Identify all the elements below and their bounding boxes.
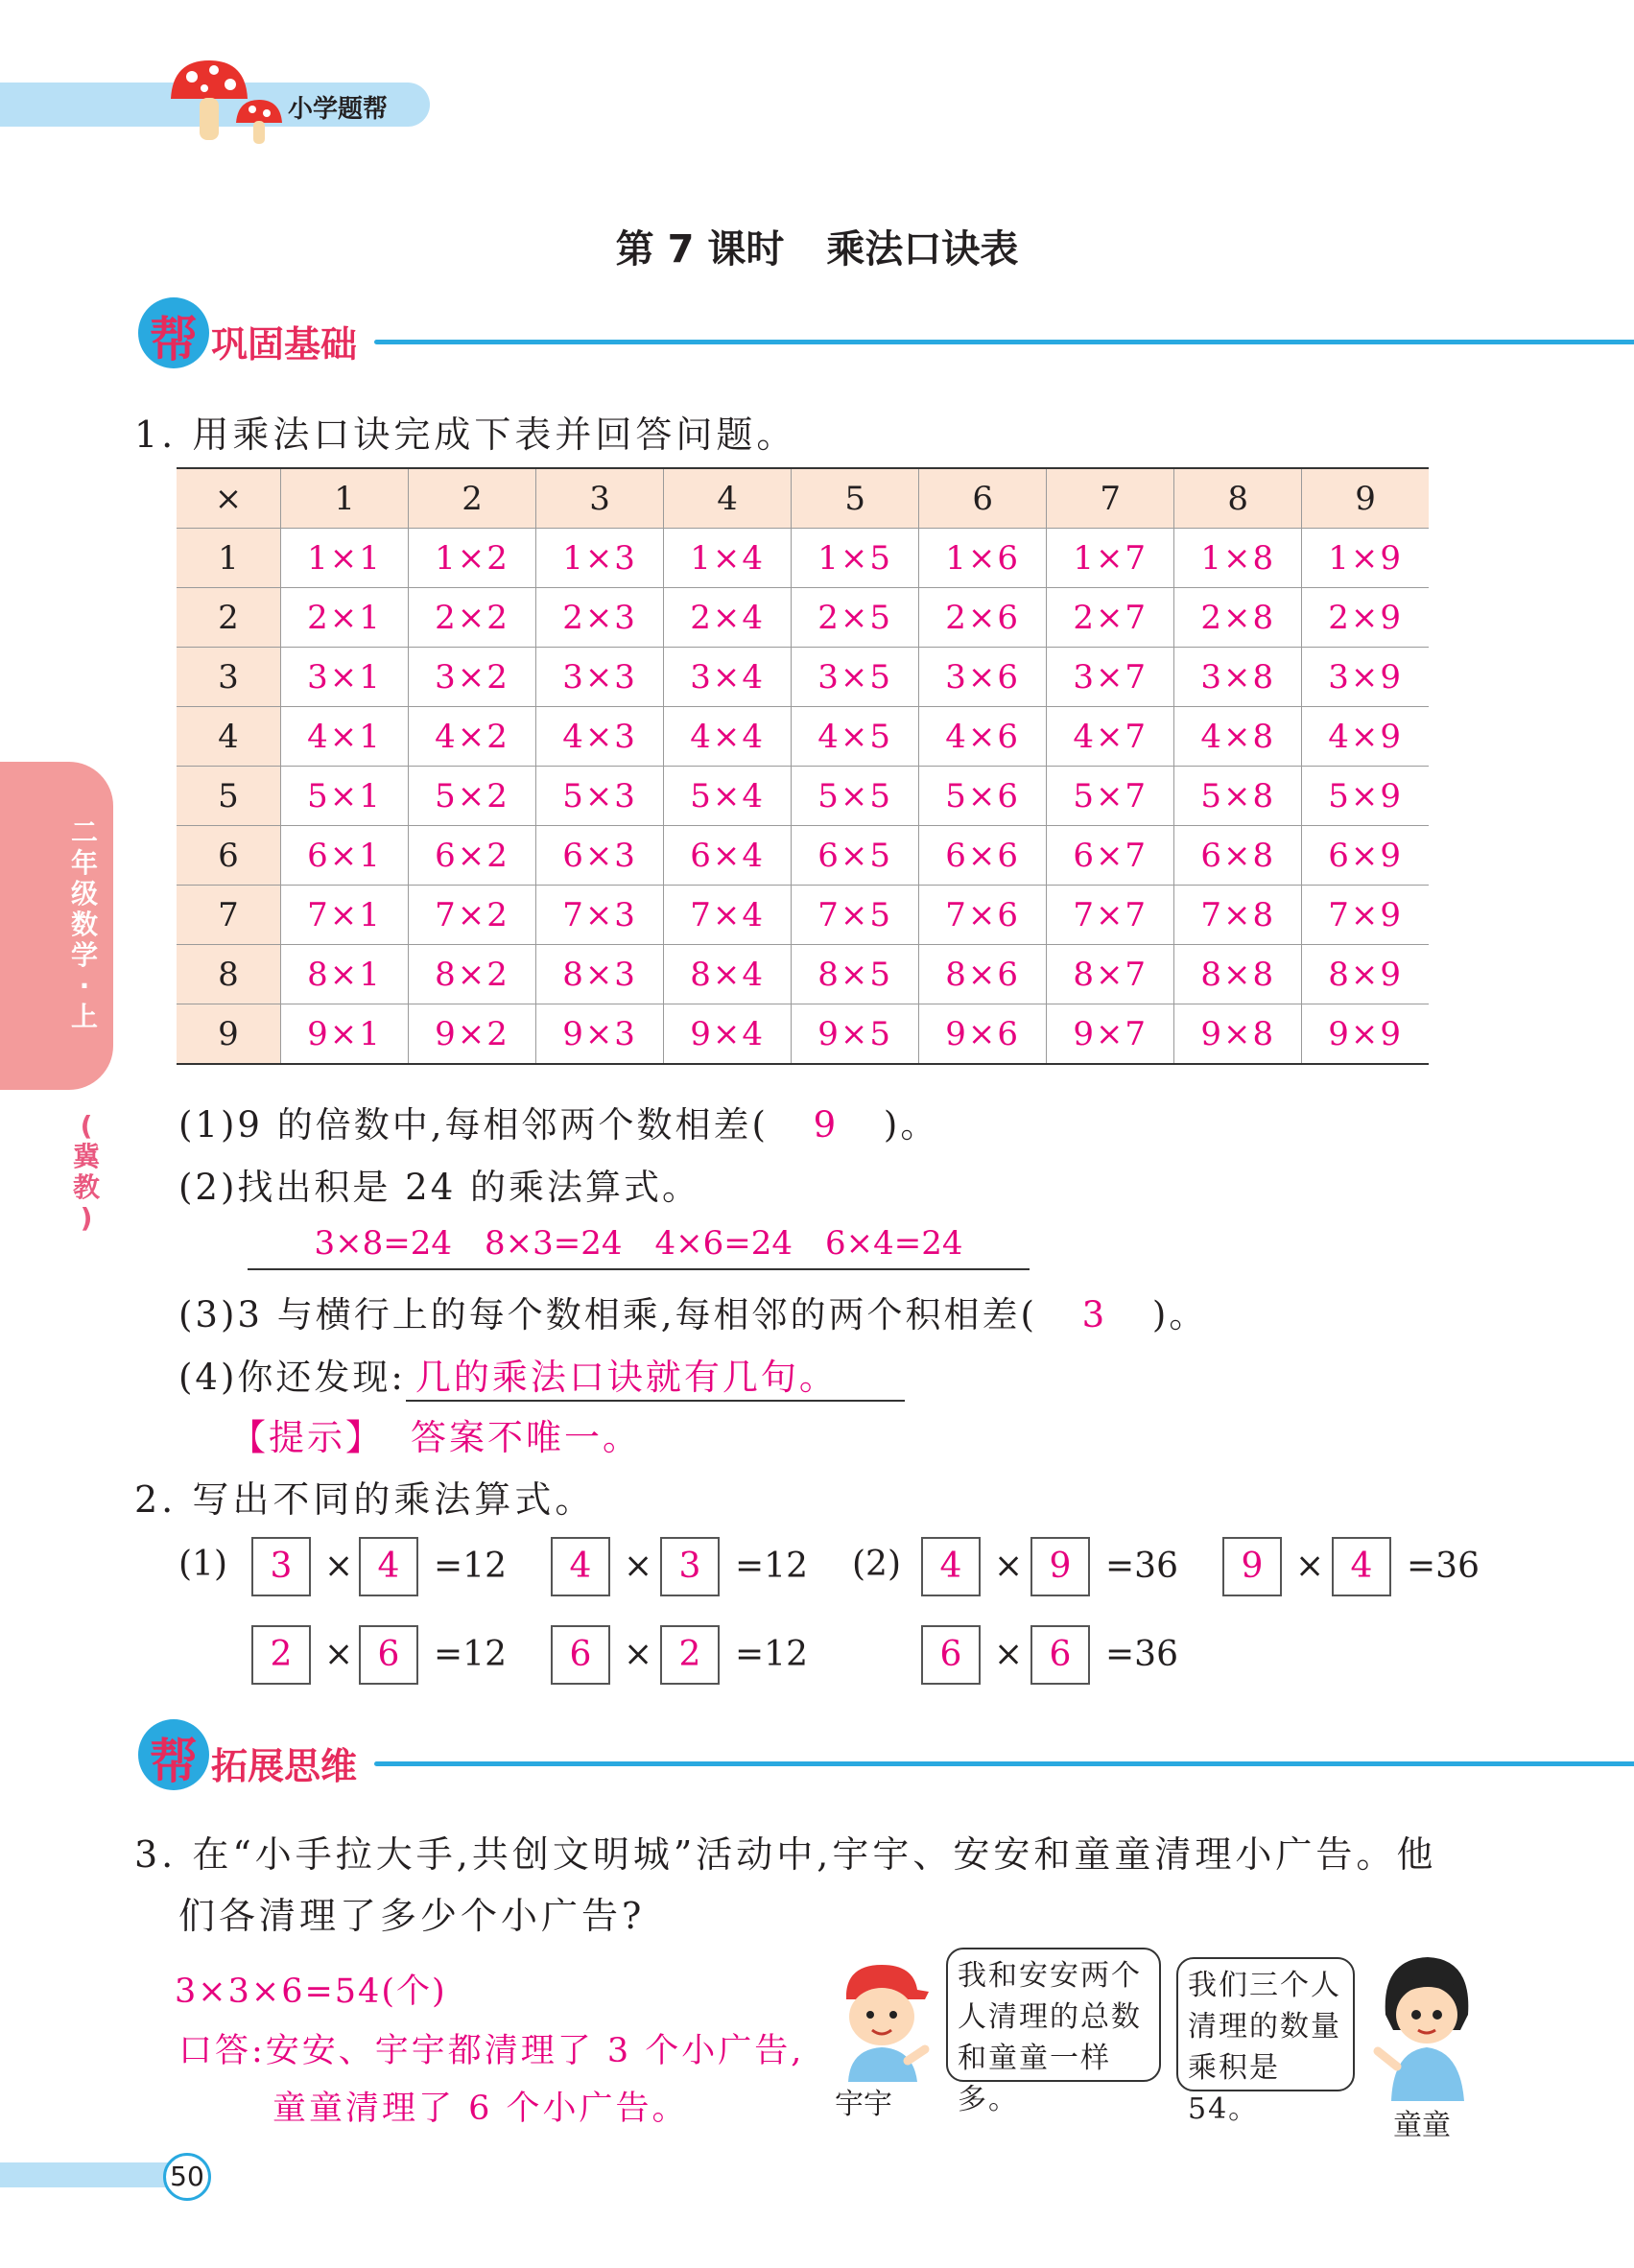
table-cell: 1×8 (1174, 529, 1302, 588)
bubble-line: 清理的数量 (1188, 2010, 1341, 2044)
table-cell: 9×9 (1302, 1004, 1429, 1065)
table-cell: 5×5 (792, 767, 919, 826)
q1-part-1-post: )。 (883, 1104, 939, 1146)
table-cell: 6×3 (536, 826, 664, 886)
table-cell: 4×4 (664, 707, 792, 767)
table-cell: 4×3 (536, 707, 664, 767)
table-row-header: 9 (177, 1004, 281, 1065)
table-col-header: 2 (409, 468, 536, 529)
answer-box: 6 (921, 1625, 981, 1685)
table-col-header: 7 (1047, 468, 1174, 529)
table-cell: 4×5 (792, 707, 919, 767)
table-cell: 8×8 (1174, 945, 1302, 1004)
table-cell: 3×8 (1174, 648, 1302, 707)
lesson-name: 乘法口诀表 (826, 227, 1019, 272)
bubble-line: 人清理的总数 (958, 2000, 1142, 2034)
speech-bubble-tongtong (1176, 1957, 1355, 2126)
table-cell: 1×2 (409, 529, 536, 588)
table-cell: 3×2 (409, 648, 536, 707)
table-cell: 3×5 (792, 648, 919, 707)
answer-box: 4 (1332, 1537, 1391, 1596)
table-cell: 7×1 (281, 886, 409, 945)
question-3-line-1: 3. 在“小手拉大手,共创文明城”活动中,宇宇、安安和童童清理小广告。他 (134, 1833, 1437, 1876)
bubble-line: 乘积是54。 (1188, 2051, 1280, 2126)
table-row (177, 767, 1429, 826)
table-cell: 5×1 (281, 767, 409, 826)
times-sign: × (624, 1547, 653, 1586)
table-cell: 4×2 (409, 707, 536, 767)
equals-12: =12 (434, 1547, 507, 1586)
table-cell: 6×7 (1047, 826, 1174, 886)
section-bang: 帮 (150, 312, 198, 367)
table-cell: 5×4 (664, 767, 792, 826)
side-grade-label (65, 817, 104, 1032)
times-sign: × (324, 1547, 354, 1586)
multiplication-table (177, 467, 1429, 1065)
table-row-header: 2 (177, 588, 281, 648)
table-cell: 5×6 (919, 767, 1047, 826)
table-row (177, 529, 1429, 588)
table-cell: 6×9 (1302, 826, 1429, 886)
q1-part-3-pre: (3)3 与横行上的每个数相乘,每相邻的两个积相差( (178, 1294, 1037, 1335)
table-cell: 4×6 (919, 707, 1047, 767)
table-cell: 2×5 (792, 588, 919, 648)
table-col-header: 4 (664, 468, 792, 529)
table-col-header: 3 (536, 468, 664, 529)
table-cell: 8×5 (792, 945, 919, 1004)
table-cell: 9×6 (919, 1004, 1047, 1065)
table-cell: 2×6 (919, 588, 1047, 648)
table-row-header: 3 (177, 648, 281, 707)
equals-12: =12 (434, 1635, 507, 1674)
times-sign: × (624, 1635, 653, 1674)
lesson-title (0, 219, 1634, 273)
q3-answer-line-1: 口答:安安、宇宇都清理了 3 个小广告, (178, 2032, 805, 2070)
table-cell: 7×6 (919, 886, 1047, 945)
question-3-line-2: 们各清理了多少个小广告? (178, 1895, 646, 1937)
q1-part-4-answer: 几的乘法口诀就有几句。 (406, 1348, 905, 1402)
q1-part-4 (178, 1348, 905, 1402)
table-cell: 6×5 (792, 826, 919, 886)
table-cell: 5×7 (1047, 767, 1174, 826)
table-col-header: 8 (1174, 468, 1302, 529)
table-row-header: 1 (177, 529, 281, 588)
character-name-yuyu: 宇宇 (835, 2088, 892, 2121)
section-header-expand (138, 1719, 1501, 1796)
table-cell: 1×3 (536, 529, 664, 588)
bubble-line: 我们三个人 (1188, 1969, 1341, 2002)
table-cell: 5×2 (409, 767, 536, 826)
section-bang: 帮 (150, 1734, 198, 1789)
q1-part-3-answer: 3 (1081, 1294, 1108, 1335)
table-cell: 6×4 (664, 826, 792, 886)
table-cell: 9×3 (536, 1004, 664, 1065)
table-cell: 6×6 (919, 826, 1047, 886)
table-cell: 4×1 (281, 707, 409, 767)
table-row (177, 826, 1429, 886)
table-col-header: 6 (919, 468, 1047, 529)
q1-hint (230, 1408, 641, 1460)
table-cell: 3×1 (281, 648, 409, 707)
table-cell: 9×5 (792, 1004, 919, 1065)
table-cell: 8×4 (664, 945, 792, 1004)
answer-box: 3 (251, 1537, 311, 1596)
table-cell: 7×7 (1047, 886, 1174, 945)
table-cell: 2×9 (1302, 588, 1429, 648)
times-sign: × (1295, 1547, 1325, 1586)
q2-part-1-label: (1) (178, 1545, 227, 1584)
table-corner: × (177, 468, 281, 529)
equals-12: =12 (735, 1635, 808, 1674)
equals-36: =36 (1105, 1635, 1178, 1674)
answer-box: 6 (1030, 1625, 1090, 1685)
brand-name: 小学题帮 (288, 95, 389, 124)
table-cell: 2×4 (664, 588, 792, 648)
table-col-header: 1 (281, 468, 409, 529)
table-cell: 9×4 (664, 1004, 792, 1065)
answer-box: 2 (660, 1625, 720, 1685)
table-cell: 3×6 (919, 648, 1047, 707)
table-row-header: 7 (177, 886, 281, 945)
table-row-header: 6 (177, 826, 281, 886)
table-cell: 8×2 (409, 945, 536, 1004)
q1-part-3 (178, 1286, 1207, 1337)
table-row-header: 8 (177, 945, 281, 1004)
table-cell: 9×2 (409, 1004, 536, 1065)
table-cell: 7×9 (1302, 886, 1429, 945)
table-cell: 9×1 (281, 1004, 409, 1065)
table-cell: 8×6 (919, 945, 1047, 1004)
answer-box: 9 (1030, 1537, 1090, 1596)
girl-character-icon (1364, 1948, 1489, 2101)
times-sign: × (994, 1547, 1024, 1586)
answer-box: 4 (551, 1537, 610, 1596)
table-cell: 3×7 (1047, 648, 1174, 707)
table-cell: 2×2 (409, 588, 536, 648)
side-edition-label (69, 1111, 104, 1234)
table-cell: 1×4 (664, 529, 792, 588)
table-header-row (177, 468, 1429, 529)
question-2-text: 2. 写出不同的乘法算式。 (134, 1478, 596, 1521)
section-title: 巩固基础 (211, 323, 358, 366)
table-cell: 8×1 (281, 945, 409, 1004)
table-cell: 6×1 (281, 826, 409, 886)
table-cell: 6×8 (1174, 826, 1302, 886)
table-row (177, 648, 1429, 707)
bubble-line: 我和安安两个 (958, 1959, 1142, 1993)
table-cell: 5×9 (1302, 767, 1429, 826)
answer-box: 4 (359, 1537, 418, 1596)
answer-box: 9 (1222, 1537, 1282, 1596)
q1-part-1-pre: (1)9 的倍数中,每相邻两个数相差( (178, 1104, 769, 1146)
answer-box: 3 (660, 1537, 720, 1596)
table-row-header: 5 (177, 767, 281, 826)
section-title: 拓展思维 (211, 1745, 358, 1787)
table-cell: 7×8 (1174, 886, 1302, 945)
table-cell: 7×2 (409, 886, 536, 945)
times-sign: × (324, 1635, 354, 1674)
answer-box: 2 (251, 1625, 311, 1685)
table-cell: 2×7 (1047, 588, 1174, 648)
table-cell: 4×9 (1302, 707, 1429, 767)
table-cell: 1×9 (1302, 529, 1429, 588)
q3-answer-line-2: 童童清理了 6 个小广告。 (272, 2090, 689, 2128)
table-cell: 3×3 (536, 648, 664, 707)
table-row-header: 4 (177, 707, 281, 767)
section-header-basic (138, 297, 1501, 374)
table-cell: 3×4 (664, 648, 792, 707)
equals-36: =36 (1407, 1547, 1480, 1586)
table-cell: 7×4 (664, 886, 792, 945)
hint-label: 【提示】 (230, 1417, 384, 1458)
table-col-header: 5 (792, 468, 919, 529)
speech-bubble-yuyu (946, 1948, 1161, 2116)
table-cell: 1×6 (919, 529, 1047, 588)
times-sign: × (994, 1635, 1024, 1674)
table-cell: 3×9 (1302, 648, 1429, 707)
table-cell: 5×8 (1174, 767, 1302, 826)
bubble-line: 和童童一样多。 (958, 2042, 1111, 2116)
table-cell: 7×3 (536, 886, 664, 945)
table-cell: 2×8 (1174, 588, 1302, 648)
table-cell: 9×7 (1047, 1004, 1174, 1065)
section-divider (374, 340, 1634, 344)
table-cell: 1×7 (1047, 529, 1174, 588)
table-cell: 8×3 (536, 945, 664, 1004)
table-cell: 4×8 (1174, 707, 1302, 767)
table-cell: 2×3 (536, 588, 664, 648)
table-cell: 1×1 (281, 529, 409, 588)
character-name-tongtong: 童童 (1393, 2109, 1451, 2142)
answer-box: 6 (359, 1625, 418, 1685)
equals-36: =36 (1105, 1547, 1178, 1586)
table-cell: 8×9 (1302, 945, 1429, 1004)
hint-text: 答案不唯一。 (411, 1417, 641, 1458)
table-cell: 7×5 (792, 886, 919, 945)
q1-part-2-answer: 3×8=24 8×3=24 4×6=24 6×4=24 (314, 1224, 963, 1263)
q1-part-2-answer-line (248, 1220, 1030, 1270)
table-row (177, 886, 1429, 945)
table-cell: 4×7 (1047, 707, 1174, 767)
lesson-number: 第 7 课时 (615, 227, 785, 272)
question-1-text: 1. 用乘法口诀完成下表并回答问题。 (134, 413, 797, 456)
q1-part-2: (2)找出积是 24 的乘法算式。 (178, 1167, 701, 1208)
table-row (177, 945, 1429, 1004)
q1-part-1 (178, 1096, 938, 1147)
table-row (177, 588, 1429, 648)
table-cell: 6×2 (409, 826, 536, 886)
side-edition-text: ( 冀 教 ) (72, 1110, 100, 1234)
table-cell: 1×5 (792, 529, 919, 588)
table-row (177, 707, 1429, 767)
mushroom-logo-icon (161, 56, 286, 152)
section-divider (374, 1761, 1634, 1766)
q1-part-4-pre: (4)你还发现: (178, 1357, 406, 1398)
boy-character-icon (829, 1957, 935, 2082)
q1-part-3-post: )。 (1151, 1294, 1208, 1335)
answer-box: 6 (551, 1625, 610, 1685)
table-col-header: 9 (1302, 468, 1429, 529)
table-cell: 2×1 (281, 588, 409, 648)
q3-calculation: 3×3×6=54(个) (175, 1973, 447, 2011)
side-grade-text: 二 年 级 数 学 · 上 (70, 816, 98, 1032)
answer-box: 4 (921, 1537, 981, 1596)
table-cell: 8×7 (1047, 945, 1174, 1004)
equals-12: =12 (735, 1547, 808, 1586)
q1-part-1-answer: 9 (813, 1104, 840, 1146)
table-row (177, 1004, 1429, 1065)
q2-part-2-label: (2) (852, 1545, 901, 1584)
table-cell: 9×8 (1174, 1004, 1302, 1065)
table-cell: 5×3 (536, 767, 664, 826)
page-number: 50 (163, 2153, 211, 2201)
